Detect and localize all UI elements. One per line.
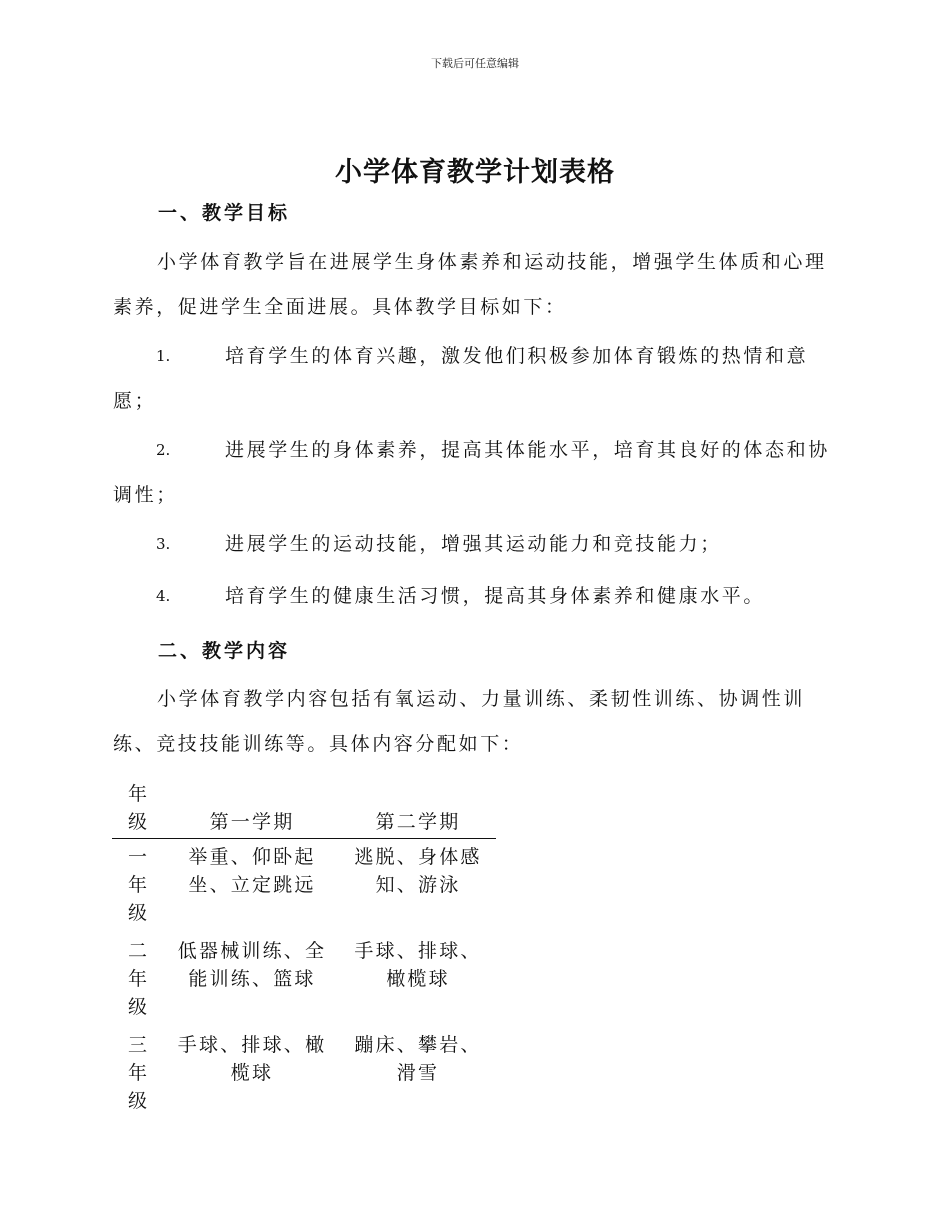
column-header-term2: 第二学期	[375, 811, 461, 833]
grade-cell: 一年级	[128, 846, 150, 924]
term2-cell: 手球、排球、橄榄球	[354, 940, 482, 990]
goal-number: 3.	[156, 535, 171, 553]
curriculum-table	[112, 780, 496, 1121]
page-header: 下载后可任意编辑	[431, 57, 519, 70]
section-heading-goals: 一、教学目标	[158, 202, 291, 224]
term2-cell: 逃脱、身体感知、游泳	[354, 846, 482, 896]
grade-cell: 三年级	[128, 1034, 150, 1112]
goal-item-4	[113, 574, 833, 619]
content-intro-paragraph: 小学体育教学内容包括有氧运动、力量训练、柔韧性训练、协调性训练、竞技技能训练等。具体内容分配如下：	[113, 688, 806, 755]
goal-text: 培育学生的健康生活习惯，提高其身体素养和健康水平。	[225, 585, 766, 607]
goal-item-2	[113, 428, 833, 518]
term1-cell: 举重、仰卧起坐、立定跳远	[188, 846, 316, 896]
table-row	[112, 933, 496, 1027]
term1-cell: 手球、排球、橄榄球	[177, 1034, 327, 1084]
term1-cell: 低器械训练、全能训练、篮球	[177, 940, 327, 990]
goal-text: 进展学生的身体素养，提高其体能水平，培育其良好的体态和协调性；	[113, 439, 830, 506]
grade-cell: 二年级	[128, 940, 150, 1018]
section-heading-content: 二、教学内容	[158, 640, 291, 662]
column-header-term1: 第一学期	[209, 811, 295, 833]
table-header-row	[112, 780, 496, 839]
goal-item-3	[113, 522, 833, 567]
goal-text: 进展学生的运动技能，增强其运动能力和竞技能力；	[225, 533, 722, 555]
goal-text: 培育学生的体育兴趣，激发他们积极参加体育锻炼的热情和意愿；	[113, 345, 809, 412]
goal-number: 2.	[156, 441, 171, 459]
goal-number: 1.	[156, 347, 171, 365]
table-row	[112, 839, 496, 934]
term2-cell: 蹦床、攀岩、滑雪	[354, 1034, 482, 1084]
column-header-grade: 年级	[128, 783, 150, 833]
document-title: 小学体育教学计划表格	[335, 157, 615, 188]
goal-number: 4.	[156, 587, 171, 605]
goal-item-1	[113, 334, 833, 424]
goals-intro-paragraph: 小学体育教学旨在进展学生身体素养和运动技能，增强学生体质和心理素养，促进学生全面进展。具体教学目标如下：	[113, 251, 827, 318]
table-row	[112, 1027, 496, 1121]
